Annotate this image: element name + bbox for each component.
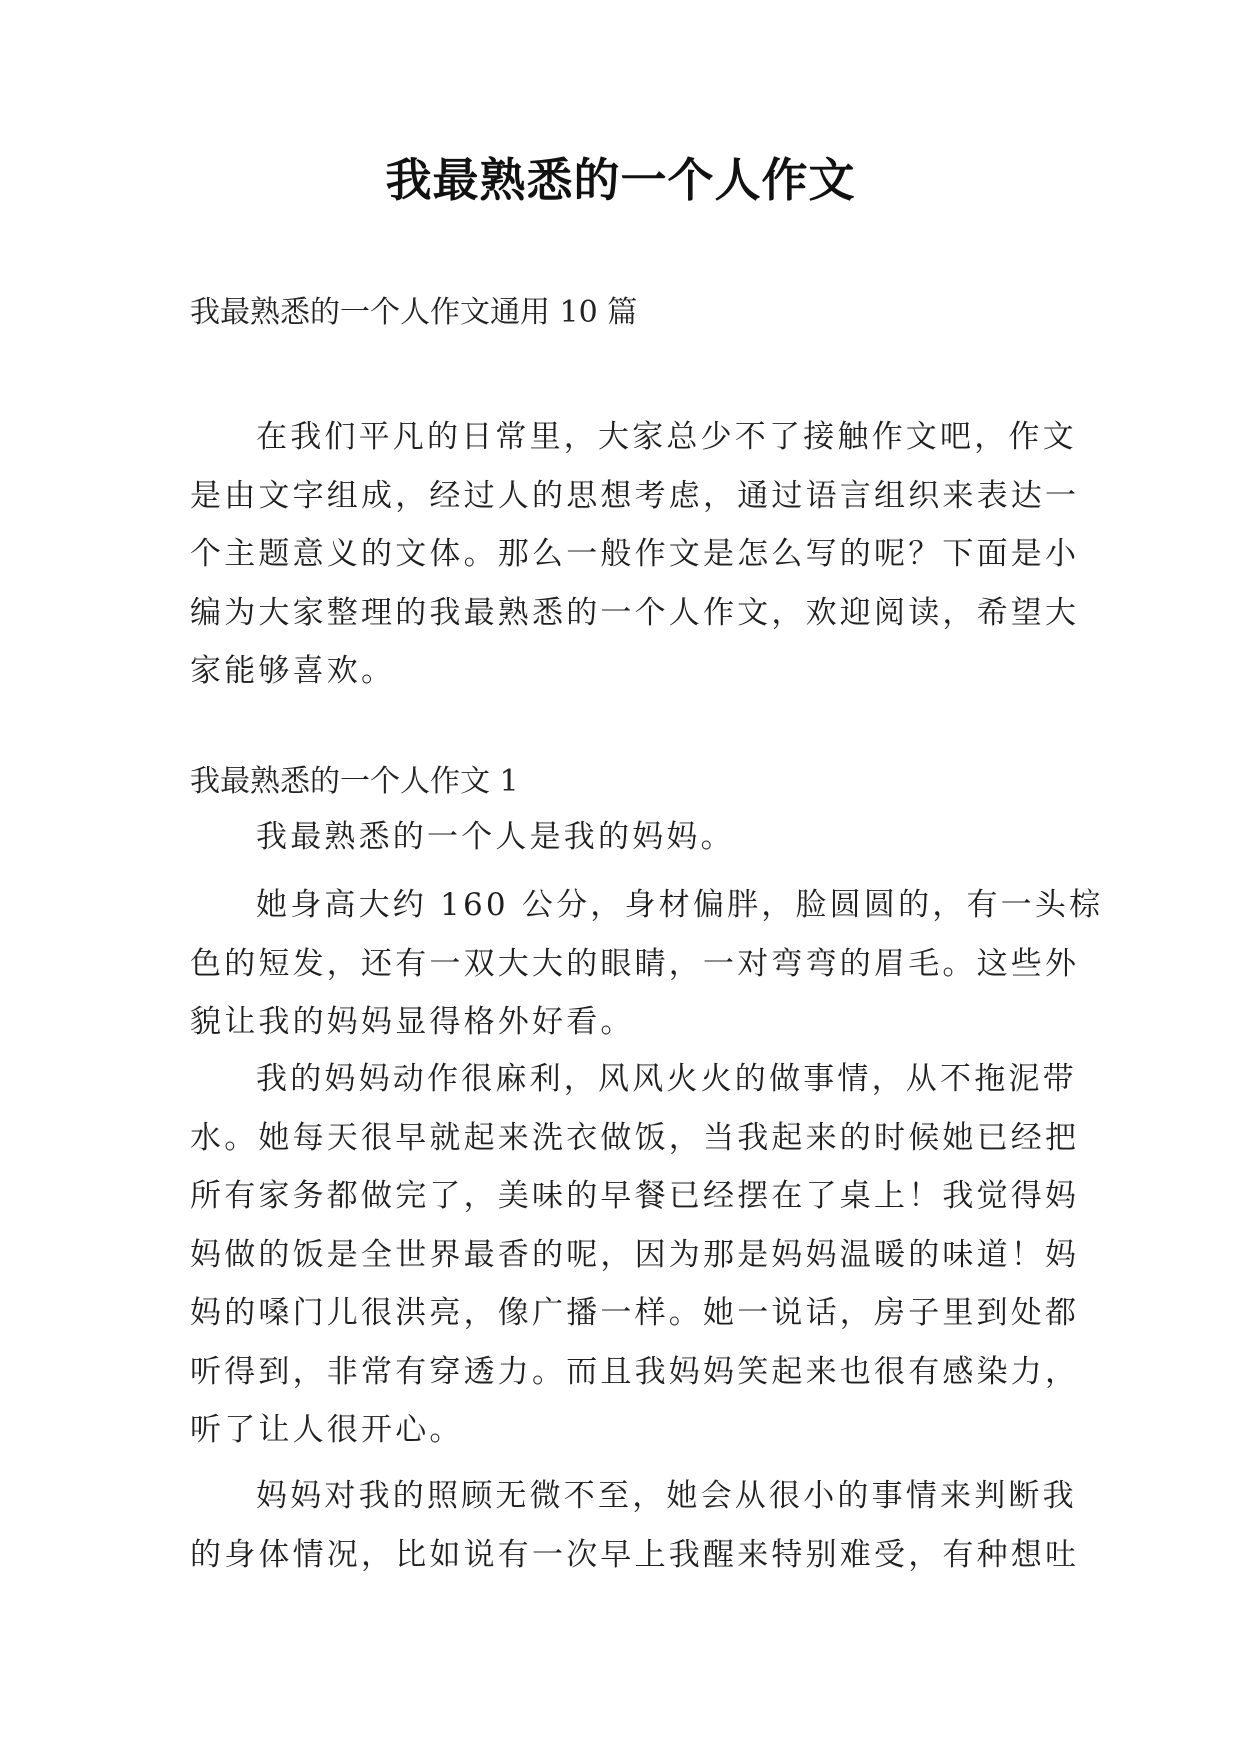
- essay-paragraph-1: [190, 808, 1046, 867]
- paragraph-line: 她身高大约 160 公分，身材偏胖，脸圆圆的，有一头棕: [256, 887, 1104, 923]
- intro-line: 个主题意义的文体。那么一般作文是怎么写的呢？下面是小: [190, 536, 1080, 572]
- paragraph-line: 色的短发，还有一双大大的眼睛，一对弯弯的眉毛。这些外: [190, 945, 1080, 982]
- paragraph-line: 妈的嗓门儿很洪亮，像广播一样。她一说话，房子里到处都: [190, 1295, 1080, 1331]
- paragraph-line: 的身体情况，比如说有一次早上我醒来特别难受，有种想吐: [190, 1536, 1080, 1573]
- document-subtitle: 我最熟悉的一个人作文通用 10 篇: [190, 295, 638, 330]
- paragraph-line: 听了让人很开心。: [190, 1412, 464, 1448]
- intro-line: 编为大家整理的我最熟悉的一个人作文，欢迎阅读，希望大: [190, 594, 1080, 631]
- intro-line: 家能够喜欢。: [190, 653, 396, 689]
- paragraph-line: 妈妈对我的照顾无微不至，她会从很小的事情来判断我: [256, 1478, 1077, 1514]
- paragraph-line: 貌让我的妈妈显得格外好看。: [190, 1004, 635, 1040]
- paragraph-line: 妈做的饭是全世界最香的呢，因为那是妈妈温暖的味道！妈: [190, 1236, 1080, 1273]
- paragraph-line: 听得到，非常有穿透力。而且我妈妈笑起来也很有感染力，: [190, 1353, 1080, 1390]
- essay-paragraph-3: [190, 1050, 1080, 1460]
- paragraph-line: 我的妈妈动作很麻利，风风火火的做事情，从不拖泥带: [256, 1061, 1077, 1097]
- paragraph-line: 所有家务都做完了，美味的早餐已经摆在了桌上！我觉得妈: [190, 1178, 1080, 1214]
- intro-line: 在我们平凡的日常里，大家总少不了接触作文吧，作文: [256, 419, 1077, 455]
- paragraph-line: 我最熟悉的一个人是我的妈妈。: [256, 819, 735, 855]
- essay-paragraph-2: [190, 876, 1104, 1052]
- section-heading: 我最熟悉的一个人作文 1: [190, 764, 519, 799]
- intro-line: 是由文字组成，经过人的思想考虑，通过语言组织来表达一: [190, 477, 1080, 514]
- paragraph-line: 水。她每天很早就起来洗衣做饭，当我起来的时候她已经把: [190, 1119, 1080, 1156]
- intro-paragraph: [190, 408, 1080, 701]
- document-title: 我最熟悉的一个人作文: [385, 153, 856, 207]
- essay-paragraph-4: [190, 1467, 1080, 1584]
